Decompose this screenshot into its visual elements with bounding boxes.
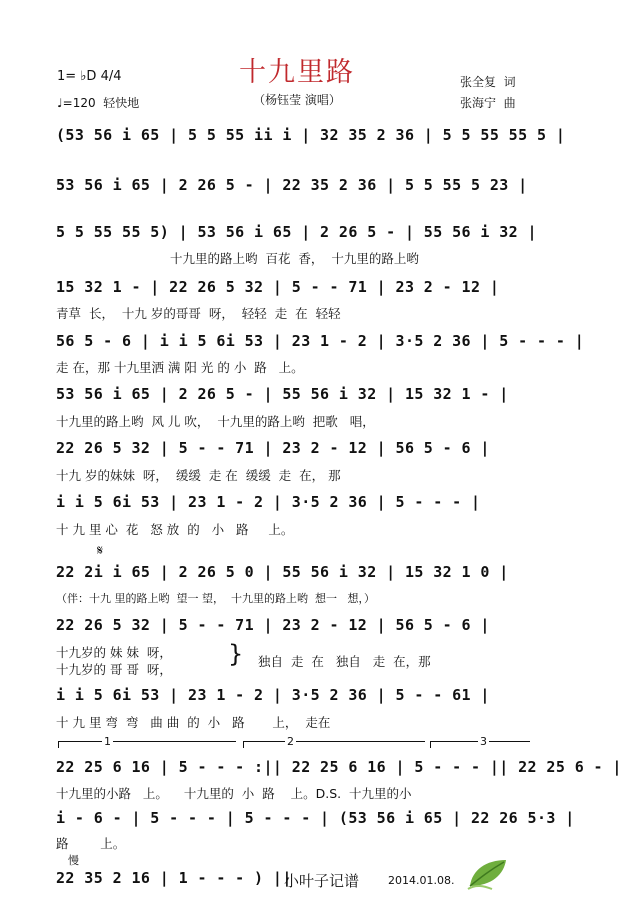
score-line-9: 22 2i i 65 | 2 26 5 0 | 55 56 i 32 | 15 32 1 0 | [56,563,509,581]
score-line-14: 22 35 2 16 | 1 - - - ) || [56,869,292,887]
lyricist-credit: 张全复 词 [460,75,516,89]
lyric-line-5: 十九 岁的妹妹 呀， 缓缓 走 在 缓缓 走 在， 那 [56,468,341,483]
volta-label-2: 2 [287,735,294,748]
lyric-line-8: 十九岁的 妹 妹 呀， [56,645,172,660]
key-signature: 1= ♭D 4/4 [57,69,122,84]
volta-tick [430,741,431,748]
volta-tick [58,741,59,748]
volta-label-1: 1 [104,735,111,748]
tempo-slow-marking: 慢 [68,854,79,867]
score-line-2: 53 56 i 65 | 2 26 5 - | 22 35 2 36 | 5 5 55 5 23 | [56,176,528,194]
volta-label-3: 3 [480,735,487,748]
lyric-line-13: 路 上。 [56,836,126,851]
lyric-bracket: } [228,640,244,668]
lyric-line-3: 走 在，那 十九里洒 满 阳 光 的 小 路 上。 [56,360,304,375]
score-line-8: i i 5 6i 53 | 23 1 - 2 | 3·5 2 36 | 5 - - - | [56,493,481,511]
lyric-line-6: 十 九 里 心 花 怒 放 的 小 路 上。 [56,522,294,537]
score-line-10: 22 26 5 32 | 5 - - 71 | 23 2 - 12 | 56 5 - 6 | [56,616,490,634]
score-line-5: 56 5 - 6 | i i 5 6i 53 | 23 1 - 2 | 3·5 2 36 | 5 - - - | [56,332,585,350]
performer-subtitle: （杨钰莹 演唱） [253,93,341,107]
lyric-line-4: 十九里的路上哟 风 儿 吹， 十九里的路上哟 把歌 唱， [56,414,375,429]
score-line-1: (53 56 i 65 | 5 5 55 ii i | 32 35 2 36 | 5 5 55 55 5 | [56,126,566,144]
score-line-11: i i 5 6i 53 | 23 1 - 2 | 3·5 2 36 | 5 - - 61 | [56,686,490,704]
song-title: 十九里路 [239,57,355,88]
volta-tick [243,741,244,748]
volta-line [58,741,236,742]
lyric-line-2: 青草 长， 十九 岁的哥哥 呀， 轻轻 走 在 轻轻 [56,306,341,321]
score-line-7: 22 26 5 32 | 5 - - 71 | 23 2 - 12 | 56 5 - 6 | [56,439,490,457]
score-line-4: 15 32 1 - | 22 26 5 32 | 5 - - 71 | 23 2 - 12 | [56,278,500,296]
score-line-3: 5 5 55 55 5) | 53 56 i 65 | 2 26 5 - | 55 56 i 32 | [56,223,537,241]
lyric-line-7: （伴：十九 里的路上哟 望一 望， 十九里的路上哟 想一 想，） [56,592,375,605]
tempo-marking: ♩=120 轻快地 [57,96,140,110]
leaf-logo-icon [466,856,510,890]
lyric-line-11: 十 九 里 弯 弯 曲 曲 的 小 路 上， 走在 [56,715,331,730]
lyric-line-10: 独自 走 在 独自 走 在，那 [258,654,431,669]
composer-credit: 张海宁 曲 [460,96,516,110]
lyric-line-12: 十九里的小路 上。 十九里的 小 路 上。D.S. 十九里的小 [56,786,412,801]
transcriber-signature: 小叶子记谱 [284,872,360,890]
lyric-line-9: 十九岁的 哥 哥 呀， [56,662,172,677]
volta-line [243,741,425,742]
transcription-date: 2014.01.08. [388,874,455,887]
segno-sign: 𝄋 [97,543,104,559]
score-line-12: 22 25 6 16 | 5 - - - :|| 22 25 6 16 | 5 - - - || 22 25 6 - | [56,758,622,776]
score-line-6: 53 56 i 65 | 2 26 5 - | 55 56 i 32 | 15 32 1 - | [56,385,509,403]
lyric-line-1: 十九里的路上哟 百花 香， 十九里的路上哟 [170,251,419,266]
score-line-13: i - 6 - | 5 - - - | 5 - - - | (53 56 i 65 | 22 26 5·3 | [56,809,575,827]
